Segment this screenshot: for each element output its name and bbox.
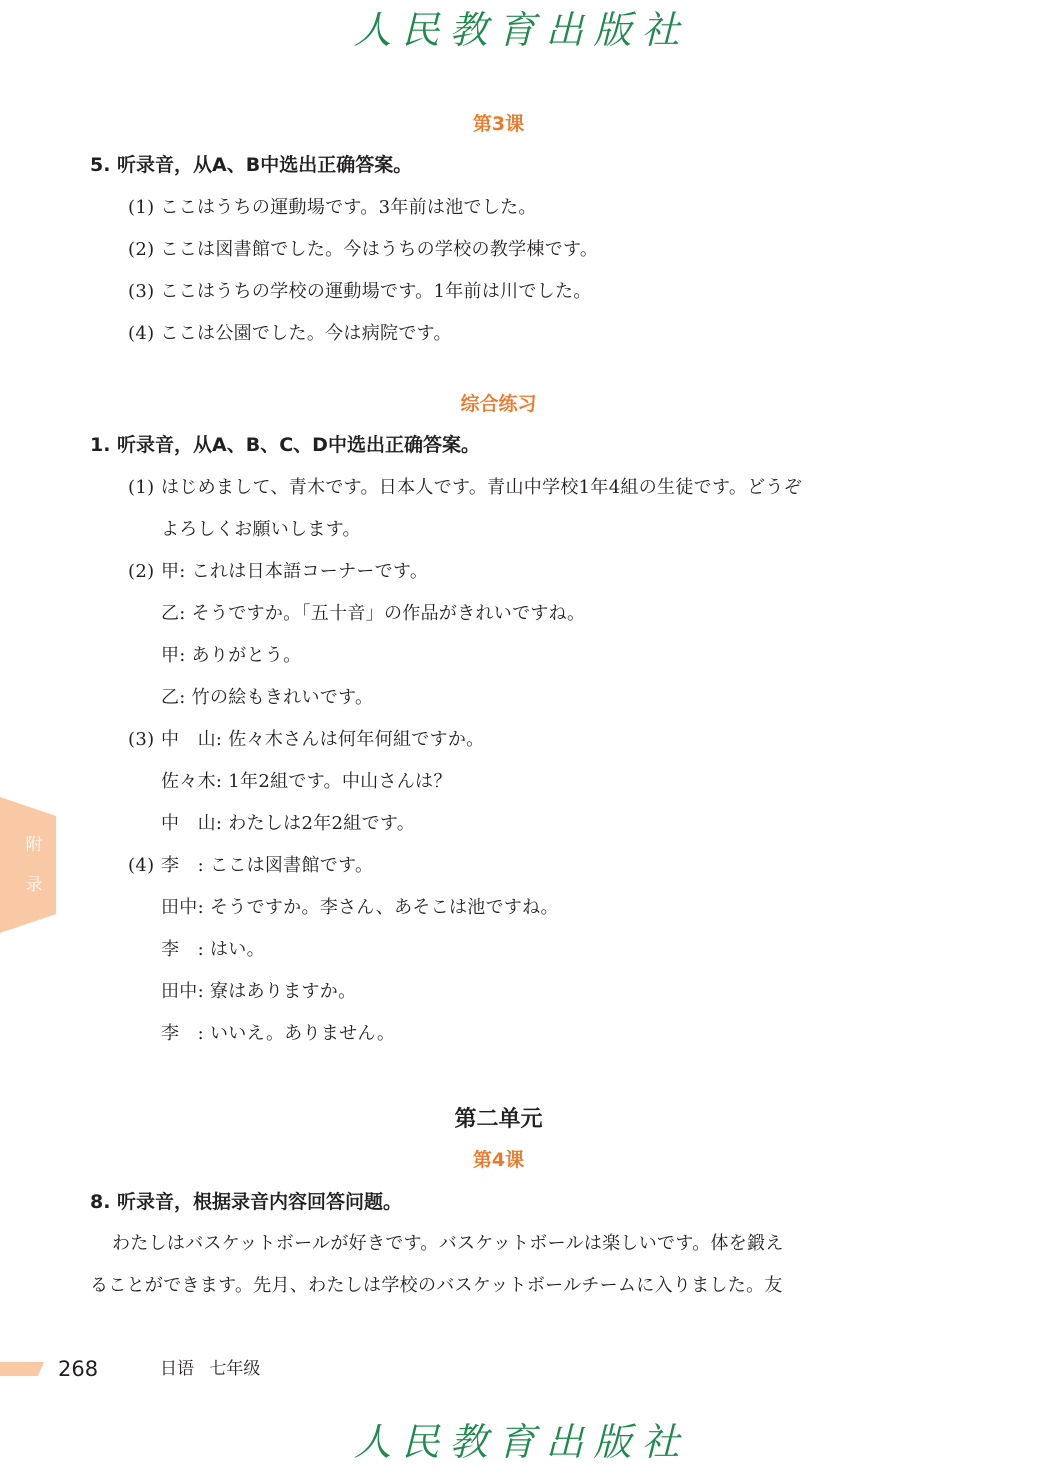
lesson-3-title: 第3课 bbox=[472, 113, 525, 135]
review-item-1-line-1: はじめまして、青木です。日本人です。青山中学校1年4組の生徒です。どうぞ bbox=[161, 477, 803, 498]
lesson-3-item-3: (3) ここはうちの学校の運動場です。1年前は川でした。 bbox=[128, 281, 592, 302]
dialogue-line: 李 : いいえ。ありません。 bbox=[161, 1023, 396, 1044]
unit-2-title: 第二单元 bbox=[454, 1107, 543, 1132]
publisher-logo-header: 人民教育出版社 bbox=[353, 8, 690, 52]
review-question: 1. 听录音，从A、B、C、D中选出正确答案。 bbox=[90, 434, 480, 456]
review-item-3-number: (3) bbox=[128, 729, 155, 750]
lesson-3-item-2: (2) ここは図書館でした。今はうちの学校の教学棟です。 bbox=[128, 239, 599, 260]
dialogue-line: 中 山: 佐々木さんは何年何組ですか。 bbox=[161, 729, 485, 750]
lesson-3-item-4: (4) ここは公園でした。今は病院です。 bbox=[128, 323, 452, 344]
dialogue-line: 田中: そうですか。李さん、あそこは池ですね。 bbox=[161, 897, 559, 918]
review-item-1-line-2: よろしくお願いします。 bbox=[161, 519, 361, 540]
appendix-side-tab bbox=[0, 797, 56, 933]
side-tab-char-1: 附 bbox=[25, 835, 43, 855]
dialogue-line: 中 山: わたしは2年2組です。 bbox=[161, 813, 416, 834]
dialogue-line: 田中: 寮はありますか。 bbox=[161, 981, 357, 1002]
dialogue-line: 李 : ここは図書館です。 bbox=[161, 855, 374, 876]
lesson-3-item-1: (1) ここはうちの運動場です。3年前は池でした。 bbox=[128, 197, 537, 218]
footer-accent-bar bbox=[0, 1362, 44, 1376]
dialogue-line: 佐々木: 1年2組です。中山さんは？ bbox=[161, 771, 452, 792]
dialogue-line: 乙: そうですか。「五十音」の作品がきれいですね。 bbox=[161, 603, 586, 624]
dialogue-line: 乙: 竹の絵もきれいです。 bbox=[161, 687, 374, 708]
review-item-1-number: (1) bbox=[128, 477, 155, 498]
paragraph-line-1: わたしはバスケットボールが好きです。バスケットボールは楽しいです。体を鍛え bbox=[112, 1233, 784, 1254]
page-number: 268 bbox=[58, 1357, 99, 1381]
dialogue-line: 甲: これは日本語コーナーです。 bbox=[161, 561, 429, 582]
review-item-4-number: (4) bbox=[128, 855, 155, 876]
publisher-logo-footer: 人民教育出版社 bbox=[353, 1420, 690, 1464]
dialogue-line: 甲: ありがとう。 bbox=[161, 645, 302, 666]
lesson-3-question: 5. 听录音，从A、B中选出正确答案。 bbox=[90, 154, 413, 176]
dialogue-line: 李 : はい。 bbox=[161, 939, 265, 960]
paragraph-line-2: ることができます。先月、わたしは学校のバスケットボールチームに入りました。友 bbox=[90, 1275, 783, 1296]
review-item-2-number: (2) bbox=[128, 561, 155, 582]
lesson-4-question: 8. 听录音，根据录音内容回答问题。 bbox=[90, 1191, 403, 1213]
review-title: 综合练习 bbox=[460, 393, 537, 415]
side-tab-char-2: 录 bbox=[25, 875, 43, 895]
book-title: 日语 七年级 bbox=[160, 1359, 261, 1379]
lesson-4-title: 第4课 bbox=[472, 1149, 525, 1171]
